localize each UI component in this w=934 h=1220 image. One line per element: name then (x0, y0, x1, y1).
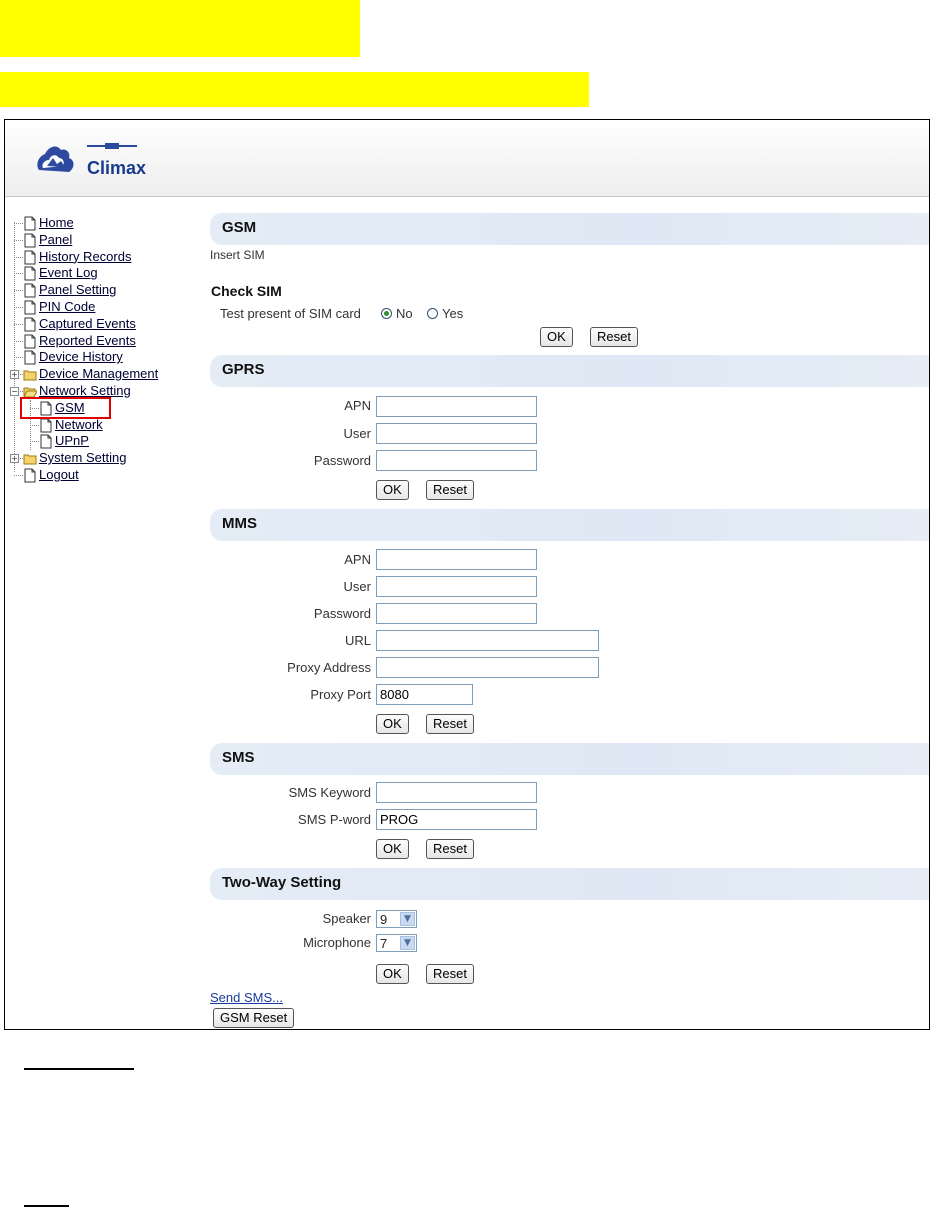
page-icon (23, 266, 37, 281)
nav-item-system-setting[interactable] (23, 449, 126, 466)
brand-name: Climax (87, 158, 147, 178)
nav-item-upnp[interactable] (39, 432, 89, 449)
tree-connector (14, 307, 23, 308)
gsm-reset-button[interactable]: Reset (590, 327, 638, 347)
tree-connector (14, 223, 23, 224)
nav-label[interactable]: Logout (39, 467, 79, 482)
nav-label[interactable]: PIN Code (39, 299, 96, 314)
nav-label[interactable]: System Setting (39, 450, 127, 466)
page-icon (23, 334, 37, 349)
nav-item-device-history[interactable] (23, 348, 123, 365)
chevron-down-icon[interactable]: ▼ (400, 912, 415, 926)
radio-yes-label: Yes (442, 306, 464, 321)
page-icon (23, 216, 37, 231)
mms-apn-input[interactable] (376, 549, 537, 570)
doc-underline-1 (24, 1068, 134, 1070)
insert-sim-text: Insert SIM (210, 248, 265, 262)
gprs-reset-button[interactable]: Reset (426, 480, 474, 500)
doc-underline-2 (24, 1205, 69, 1207)
nav-item-logout[interactable] (23, 466, 79, 483)
sms-keyword-input[interactable] (376, 782, 537, 803)
folder-icon (23, 367, 37, 382)
tree-connector (14, 273, 23, 274)
nav-item-pin-code[interactable] (23, 298, 95, 315)
gsm-section-header (210, 213, 930, 245)
twoway-reset-button[interactable]: Reset (426, 964, 474, 984)
gprs-title: GPRS (222, 361, 265, 378)
sms-pword-label: SMS P-word (298, 812, 371, 827)
tree-connector (14, 290, 23, 291)
gprs-apn-input[interactable] (376, 396, 537, 417)
tree-connector (14, 475, 23, 476)
tree-connector (30, 441, 39, 442)
page-icon (23, 233, 37, 248)
nav-item-home[interactable] (23, 214, 74, 231)
mms-title: MMS (222, 515, 257, 532)
nav-label[interactable]: Captured Events (39, 315, 136, 331)
tree-connector (14, 357, 23, 358)
mms-password-input[interactable] (376, 603, 537, 624)
microphone-select[interactable] (376, 934, 417, 952)
gprs-password-input[interactable] (376, 450, 537, 471)
mms-url-input[interactable] (376, 630, 599, 651)
microphone-label: Microphone (303, 935, 371, 950)
page-icon (39, 434, 53, 449)
microphone-value: 7 (380, 936, 388, 951)
mms-password-label: Password (313, 606, 371, 621)
page-icon (23, 283, 37, 298)
gprs-ok-button[interactable]: OK (376, 480, 409, 500)
nav-item-captured-events[interactable] (23, 315, 136, 332)
speaker-select[interactable] (376, 910, 417, 928)
nav-item-panel[interactable] (23, 231, 72, 248)
expand-icon[interactable]: + (11, 370, 18, 380)
mms-user-label: User (343, 579, 371, 594)
nav-label[interactable]: History Records (39, 248, 132, 264)
send-sms-link[interactable]: Send SMS... (210, 990, 283, 1005)
nav-label[interactable]: Panel (39, 231, 73, 247)
speaker-value: 9 (380, 912, 388, 927)
browser-page (4, 119, 930, 1030)
nav-label[interactable]: Home (39, 215, 74, 230)
sms-pword-input[interactable] (376, 809, 537, 830)
tree-trunk (14, 222, 15, 472)
page-icon (23, 317, 37, 332)
mms-url-label: URL (344, 633, 371, 648)
gsm-reset-main-button[interactable]: GSM Reset (213, 1008, 294, 1028)
mms-user-input[interactable] (376, 576, 537, 597)
sms-keyword-label: SMS Keyword (288, 785, 371, 800)
page-icon (23, 468, 37, 483)
expand-icon[interactable]: + (11, 454, 18, 464)
selection-highlight (20, 397, 111, 419)
sms-section-header (210, 743, 930, 775)
gprs-password-label: Password (313, 453, 371, 468)
tree-connector (14, 257, 23, 258)
tree-connector (14, 341, 23, 342)
mms-reset-button[interactable]: Reset (426, 714, 474, 734)
collapse-icon[interactable]: − (11, 387, 18, 396)
nav-item-event-log[interactable] (23, 264, 98, 281)
nav-item-panel-setting[interactable] (23, 281, 116, 298)
radio-no[interactable] (381, 308, 392, 319)
chevron-down-icon[interactable]: ▼ (400, 936, 415, 950)
mms-proxy-address-label: Proxy Address (287, 660, 371, 675)
sms-reset-button[interactable]: Reset (426, 839, 474, 859)
mms-proxy-port-input[interactable] (376, 684, 473, 705)
twoway-section-header (210, 868, 930, 900)
nav-label[interactable]: Device Management (39, 366, 159, 382)
gprs-user-label: User (343, 426, 371, 441)
mms-section-header (210, 509, 930, 541)
speaker-label: Speaker (322, 911, 371, 926)
nav-label[interactable]: Network (55, 416, 103, 432)
test-sim-label: Test present of SIM card (220, 306, 361, 321)
tree-connector (14, 240, 23, 241)
gprs-section-header (210, 355, 930, 387)
sms-ok-button[interactable]: OK (376, 839, 409, 859)
gprs-apn-label: APN (344, 398, 371, 413)
gsm-title: GSM (222, 219, 257, 236)
mms-proxy-address-input[interactable] (376, 657, 599, 678)
nav-item-device-management[interactable] (23, 365, 158, 382)
tree-connector (14, 324, 23, 325)
radio-yes[interactable] (427, 308, 438, 319)
highlight-bar-2 (0, 72, 589, 107)
nav-label[interactable]: Network Setting (39, 383, 131, 398)
gsm-ok-button[interactable]: OK (540, 327, 573, 347)
page-icon (23, 250, 37, 265)
mms-proxy-port-label: Proxy Port (310, 687, 371, 702)
page-icon (39, 418, 53, 433)
nav-label[interactable]: GSM (55, 399, 85, 415)
mms-apn-label: APN (344, 552, 371, 567)
sms-title: SMS (222, 749, 255, 766)
nav-label[interactable]: Event Log (39, 265, 98, 281)
nav-label[interactable]: Panel Setting (39, 282, 117, 298)
radio-no-label: No (396, 306, 413, 321)
nav-label[interactable]: UPnP (55, 433, 89, 449)
folder-icon (23, 451, 37, 466)
page-icon (23, 350, 37, 365)
check-sim-title: Check SIM (211, 283, 282, 299)
nav-item-history-records[interactable] (23, 248, 131, 265)
nav-label[interactable]: Reported Events (39, 332, 136, 348)
tree-connector (30, 425, 39, 426)
mms-ok-button[interactable]: OK (376, 714, 409, 734)
twoway-ok-button[interactable]: OK (376, 964, 409, 984)
nav-label[interactable]: Device History (39, 349, 123, 365)
header-bar (5, 120, 929, 197)
highlight-bar-1 (0, 0, 360, 57)
page-icon (23, 300, 37, 315)
gprs-user-input[interactable] (376, 423, 537, 444)
nav-item-reported-events[interactable] (23, 332, 136, 349)
twoway-title: Two-Way Setting (222, 874, 342, 891)
